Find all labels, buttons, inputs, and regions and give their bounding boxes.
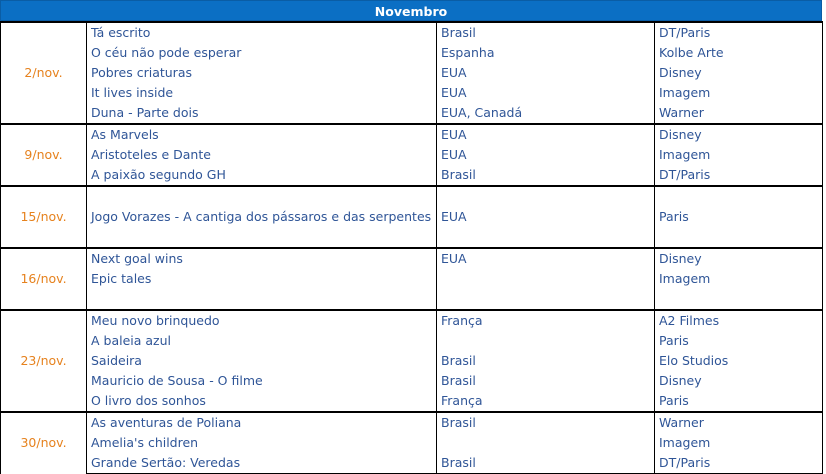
movie-country [437, 289, 655, 310]
movie-distributor: Paris [655, 331, 823, 351]
table-row [1, 207, 823, 227]
movie-title: As aventuras de Poliana [87, 412, 437, 433]
movie-country [437, 269, 655, 289]
movie-distributor: DT/Paris [655, 453, 823, 474]
table-row [1, 269, 823, 289]
movie-distributor: Paris [655, 207, 823, 227]
table-row [1, 43, 823, 63]
table-row [1, 145, 823, 165]
movie-distributor: A2 Filmes [655, 310, 823, 331]
movie-country: França [437, 310, 655, 331]
movie-distributor: DT/Paris [655, 22, 823, 43]
movie-title [87, 289, 437, 310]
release-table [0, 21, 823, 474]
table-row [1, 103, 823, 124]
release-date: 2/nov. [1, 22, 87, 124]
movie-title: Mauricio de Sousa - O filme [87, 371, 437, 391]
movie-distributor: Disney [655, 124, 823, 145]
movie-country [437, 186, 655, 207]
movie-distributor: DT/Paris [655, 165, 823, 186]
movie-country: EUA [437, 145, 655, 165]
movie-country [437, 227, 655, 248]
movie-country: EUA [437, 63, 655, 83]
movie-country: EUA, Canadá [437, 103, 655, 124]
movie-title: Tá escrito [87, 22, 437, 43]
table-row [1, 453, 823, 474]
movie-distributor [655, 289, 823, 310]
movie-distributor: Disney [655, 63, 823, 83]
movie-country: Brasil [437, 165, 655, 186]
movie-title: Grande Sertão: Veredas [87, 453, 437, 474]
movie-distributor: Imagem [655, 433, 823, 453]
table-row [1, 227, 823, 248]
movie-country: Brasil [437, 453, 655, 474]
movie-country: EUA [437, 83, 655, 103]
movie-country: França [437, 391, 655, 412]
movie-distributor [655, 186, 823, 207]
movie-title: Saideira [87, 351, 437, 371]
table-row [1, 63, 823, 83]
release-date: 15/nov. [1, 186, 87, 248]
movie-title: Epic tales [87, 269, 437, 289]
table-row [1, 289, 823, 310]
movie-distributor: Imagem [655, 269, 823, 289]
movie-title: O livro dos sonhos [87, 391, 437, 412]
movie-country: EUA [437, 207, 655, 227]
movie-distributor: Elo Studios [655, 351, 823, 371]
movie-title [87, 227, 437, 248]
movie-country: Brasil [437, 412, 655, 433]
movie-distributor: Warner [655, 103, 823, 124]
movie-country: Brasil [437, 351, 655, 371]
table-row [1, 310, 823, 331]
movie-distributor: Disney [655, 248, 823, 269]
movie-title: As Marvels [87, 124, 437, 145]
movie-title: It lives inside [87, 83, 437, 103]
movie-title: Jogo Vorazes - A cantiga dos pássaros e das serpentes [87, 207, 437, 227]
movie-country: Brasil [437, 22, 655, 43]
movie-title: Pobres criaturas [87, 63, 437, 83]
movie-distributor: Disney [655, 371, 823, 391]
movie-country [437, 433, 655, 453]
movie-distributor [655, 227, 823, 248]
movie-title: A baleia azul [87, 331, 437, 351]
movie-title: A paixão segundo GH [87, 165, 437, 186]
movie-distributor: Paris [655, 391, 823, 412]
movie-title: Amelia's children [87, 433, 437, 453]
release-date: 16/nov. [1, 248, 87, 310]
movie-title: O céu não pode esperar [87, 43, 437, 63]
release-date: 9/nov. [1, 124, 87, 186]
table-row [1, 248, 823, 269]
table-row [1, 371, 823, 391]
movie-title: Next goal wins [87, 248, 437, 269]
table-row [1, 433, 823, 453]
table-row [1, 22, 823, 43]
movie-title [87, 186, 437, 207]
release-date: 23/nov. [1, 310, 87, 412]
table-row [1, 124, 823, 145]
movie-distributor: Kolbe Arte [655, 43, 823, 63]
movie-title: Duna - Parte dois [87, 103, 437, 124]
release-date: 30/nov. [1, 412, 87, 474]
movie-country: Brasil [437, 371, 655, 391]
movie-title: Meu novo brinquedo [87, 310, 437, 331]
table-row [1, 186, 823, 207]
month-header: Novembro [0, 0, 822, 21]
movie-distributor: Imagem [655, 145, 823, 165]
movie-country: Espanha [437, 43, 655, 63]
movie-distributor: Warner [655, 412, 823, 433]
table-row [1, 412, 823, 433]
table-row [1, 331, 823, 351]
movie-title: Aristoteles e Dante [87, 145, 437, 165]
table-row [1, 165, 823, 186]
table-row [1, 83, 823, 103]
movie-country [437, 331, 655, 351]
movie-distributor: Imagem [655, 83, 823, 103]
movie-country: EUA [437, 248, 655, 269]
movie-country: EUA [437, 124, 655, 145]
table-row [1, 391, 823, 412]
table-row [1, 351, 823, 371]
